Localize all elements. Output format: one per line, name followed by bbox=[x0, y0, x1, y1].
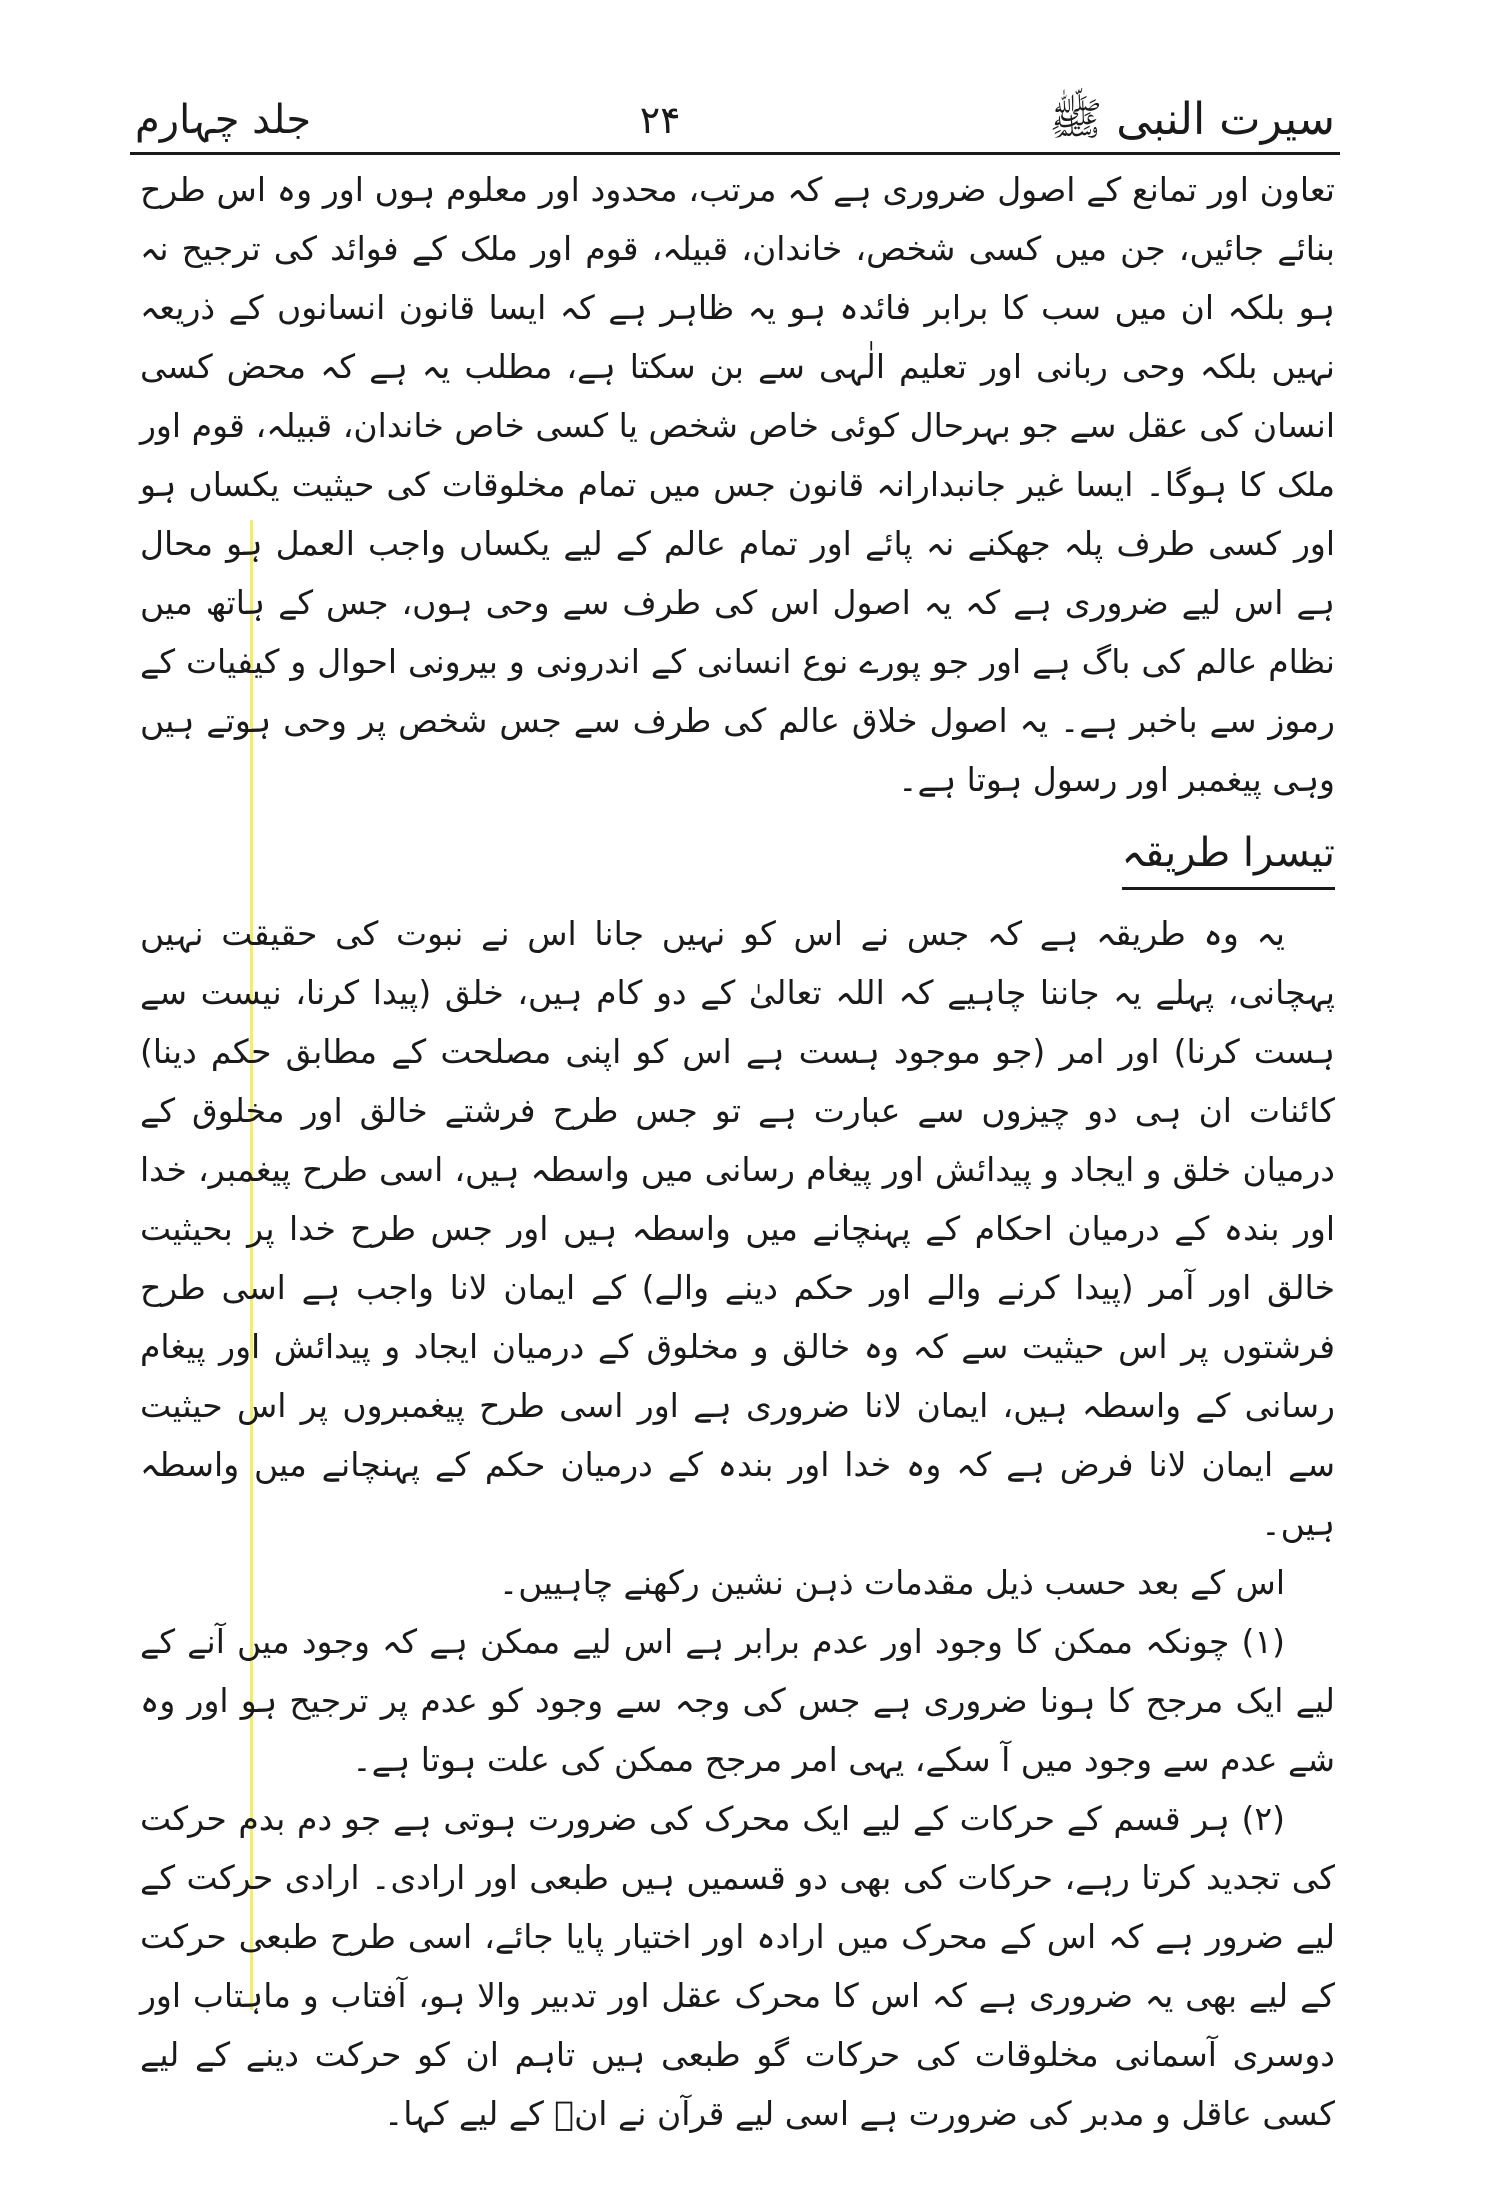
book-title: سیرت النبی ﷺ bbox=[1049, 94, 1335, 145]
page-header bbox=[135, 88, 1335, 148]
page-body bbox=[140, 160, 1335, 2143]
section-heading: تیسرا طریقہ bbox=[1122, 821, 1336, 890]
body-paragraph: تعاون اور تمانع کے اصول ضروری ہے کہ مرتب، محدود اور معلوم ہوں اور وہ اس طرح بنائے جائیں، جن میں کسی شخص، خاندان، قبیلہ، قوم اور ملک کے فوائد کی ترجیح نہ ہو بلکہ ان میں سب کا برابر فائدہ ہو یہ ظاہر ہے کہ ایسا قانون انسانوں کے ذریعہ نہیں بلکہ وحی ربانی اور تعلیم الٰہی سے بن سکتا ہے، مطلب یہ ہے کہ محض کسی انسان کی عقل سے جو بہرحال کوئی خاص شخص یا کسی خاص خاندان، قبیلہ، قوم اور ملک کا ہوگا۔ ایسا غیر جانبدارانہ قانون جس میں تمام مخلوقات کی حیثیت یکساں ہو اور کسی طرف پلہ جھکنے نہ پائے اور تمام عالم کے لیے یکساں واجب العمل ہو محال ہے اس لیے ضروری ہے کہ یہ اصول اس کی طرف سے وحی ہوں، جس کے ہاتھ میں نظام عالم کی باگ ہے اور جو پورے نوع انسانی کے اندرونی و بیرونی احوال و کیفیات کے رموز سے باخبر ہے۔ یہ اصول خلاق عالم کی طرف سے جس شخص پر وحی ہوتے ہیں وہی پیغمبر اور رسول ہوتا ہے۔ bbox=[140, 170, 1335, 799]
volume-label: جلد چہارم bbox=[135, 97, 312, 143]
numbered-paragraph: (۱) چونکہ ممکن کا وجود اور عدم برابر ہے اس لیے ممکن ہے کہ وجود میں آنے کے لیے ایک مرجح کا ہونا ضروری ہے جس کی وجہ سے وجود کو عدم پر ترجیح ہو اور وہ شے عدم سے وجود میں آ سکے، یہی امر مرجح ممکن کی علت ہوتا ہے۔ bbox=[140, 1622, 1335, 1779]
numbered-paragraph: (۲) ہر قسم کے حرکات کے لیے ایک محرک کی ضرورت ہوتی ہے جو دم بدم حرکت کی تجدید کرتا رہے، حرکات کی بھی دو قسمیں ہیں طبعی اور ارادی۔ ارادی حرکت کے لیے ضرور ہے کہ اس کے محرک میں ارادہ اور اختیار پایا جائے، اسی طرح طبعی حرکت کے لیے بھی یہ ضروری ہے کہ اس کا محرک عقل اور تدبیر والا ہو، آفتاب و ماہتاب اور دوسری آسمانی مخلوقات کی حرکات گو طبعی ہیں تاہم ان کو حرکت دینے کے لیے کسی عاقل و مدبر کی ضرورت ہے اسی لیے قرآن نے انؐ کے لیے کہا۔ bbox=[140, 1799, 1335, 2133]
body-paragraph: اس کے بعد حسب ذیل مقدمات ذہن نشین رکھنے چاہییں۔ bbox=[498, 1563, 1285, 1602]
header-divider bbox=[130, 152, 1340, 155]
page-number: ۲۴ bbox=[639, 98, 681, 142]
body-paragraph: یہ وہ طریقہ ہے کہ جس نے اس کو نہیں جانا اس نے نبوت کی حقیقت نہیں پہچانی، پہلے یہ جاننا چاہیے کہ اللہ تعالیٰ کے دو کام ہیں، خلق (پیدا کرنا، نیست سے ہست کرنا) اور امر (جو موجود ہست ہے اس کو اپنی مصلحت کے مطابق حکم دینا) کائنات ان ہی دو چیزوں سے عبارت ہے تو جس طرح فرشتے خالق اور مخلوق کے درمیان خلق و ایجاد و پیدائش اور پیغام رسانی میں واسطہ ہیں، اسی طرح پیغمبر، خدا اور بندہ کے درمیان احکام کے پہنچانے میں واسطہ ہیں اور جس طرح خدا پر بحیثیت خالق اور آمر (پیدا کرنے والے اور حکم دینے والے) کے ایمان لانا واجب ہے اسی طرح فرشتوں پر اس حیثیت سے کہ وہ خالق و مخلوق کے درمیان ایجاد و پیدائش اور پیغام رسانی کے واسطہ ہیں، ایمان لانا ضروری ہے اور اسی طرح پیغمبروں پر اس حیثیت سے ایمان لانا فرض ہے کہ وہ خدا اور بندہ کے درمیان حکم کے پہنچانے میں واسطہ ہیں۔ bbox=[140, 914, 1335, 1543]
